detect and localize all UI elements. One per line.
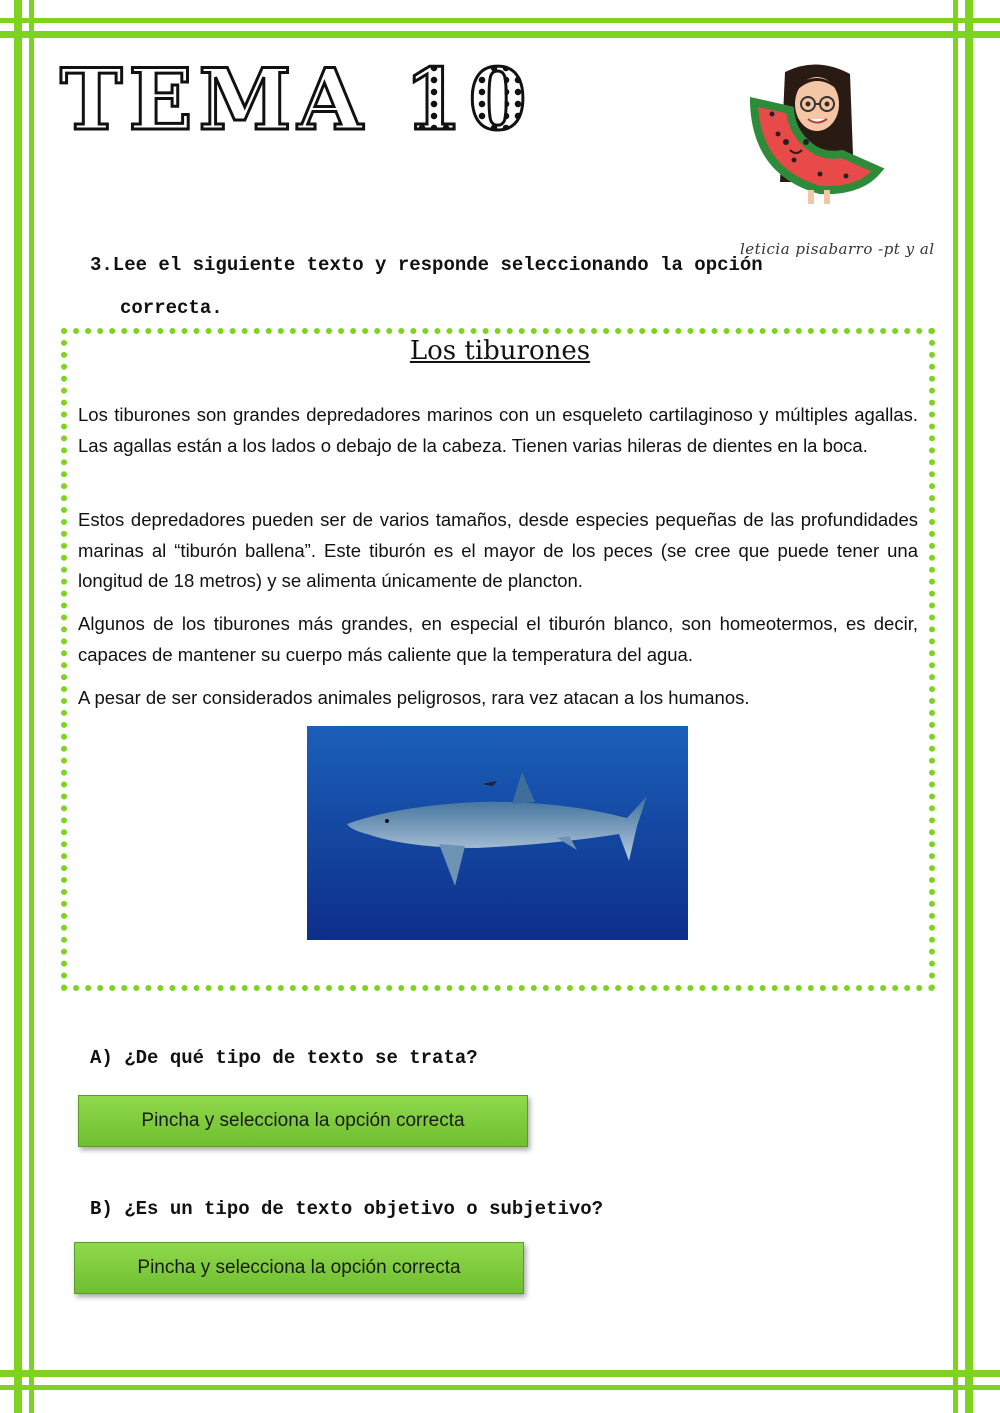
frame-bottom-line-2 [0,1385,1000,1390]
paragraph-2: Estos depredadores pueden ser de varios tamaños, desde especies pequeñas de las profundidades marinas al “tiburón ballena”. Este tiburón es el mayor de los peces (se cree que puede tener una longitud de 18 metros) y se alimenta únicamente de plancton. [78,509,918,591]
frame-bottom-line-1 [0,1370,1000,1377]
question-b-select-button[interactable] [74,1242,524,1294]
instruction-line-1: 3.Lee el siguiente texto y responde seleccionando la opción [90,254,763,276]
question-a-label: A) ¿De qué tipo de texto se trata? [90,1047,478,1069]
shark-photo [307,726,688,940]
frame-right-line-1 [953,0,958,1413]
page-title-number: 10 [403,50,533,149]
paragraph-4: A pesar de ser considerados animales peligrosos, rara vez atacan a los humanos. [78,687,750,708]
reading-title: Los tiburones [409,336,591,366]
paragraph-3: Algunos de los tiburones más grandes, en especial el tiburón blanco, son homeotermos, es decir, capaces de mantener su cuerpo más caliente que la temperatura del agua. [78,613,918,665]
page-title-word: TEMA [60,50,404,149]
question-a-select-button[interactable] [78,1095,528,1147]
question-b-label: B) ¿Es un tipo de texto objetivo o subjetivo? [90,1198,604,1220]
frame-top-line-1 [0,18,1000,23]
instruction-line-2: correcta. [120,297,223,319]
frame-left-line-1 [14,0,22,1413]
question-a-select-label: Pincha y selecciona la opción correcta [141,1110,465,1131]
frame-right-line-2 [965,0,973,1413]
watermelon-avatar-icon [750,62,885,207]
page-title [60,50,533,149]
question-b-select-label: Pincha y selecciona la opción correcta [137,1257,461,1278]
author-signature: leticia pisabarro -pt y al [740,240,935,258]
frame-top-line-2 [0,31,1000,38]
paragraph-1: Los tiburones son grandes depredadores marinos con un esqueleto cartilaginoso y múltiples agallas. Las agallas están a los lados o debajo de la cabeza. Tienen varias hileras de dientes en la boca. [78,404,918,456]
frame-left-line-2 [29,0,34,1413]
